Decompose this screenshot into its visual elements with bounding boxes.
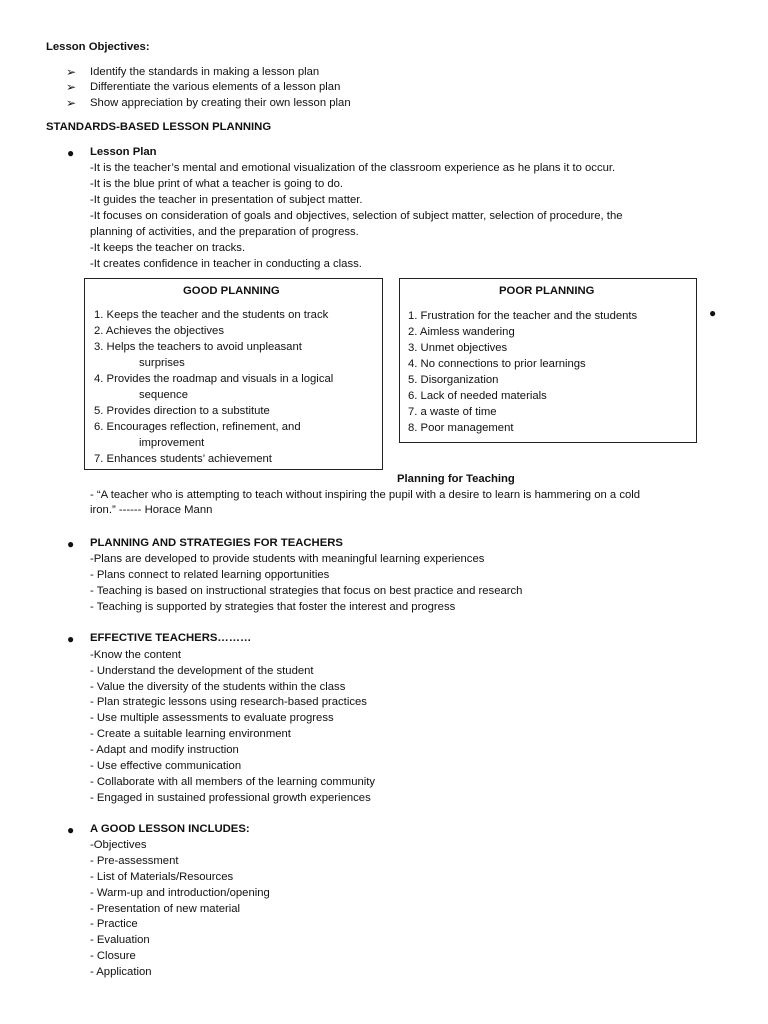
good-lesson-line: - Warm-up and introduction/opening [90, 887, 270, 899]
lesson-plan-title: Lesson Plan [90, 146, 157, 158]
good-lesson-line: - Pre-assessment [90, 855, 179, 867]
poor-planning-item: 1. Frustration for the teacher and the students [408, 310, 638, 322]
good-planning-item: 7. Enhances students’ achievement [94, 453, 272, 465]
bullet-icon: ● [67, 146, 75, 160]
effective-line: - Create a suitable learning environment [90, 728, 291, 740]
good-lesson-line: - List of Materials/Resources [90, 871, 234, 883]
strategies-line: - Teaching is supported by strategies that foster the interest and progress [90, 601, 456, 613]
poor-planning-item: 2. Aimless wandering [408, 326, 515, 338]
objective-item: Identify the standards in making a lesson plan [90, 66, 320, 78]
good-lesson-line: - Evaluation [90, 934, 150, 946]
effective-teachers-title: EFFECTIVE TEACHERS……… [90, 632, 252, 644]
quote-line: iron.” ------ Horace Mann [90, 504, 213, 516]
effective-line: - Use multiple assessments to evaluate progress [90, 712, 334, 724]
good-planning-box [84, 278, 383, 470]
good-planning-item: 6. Encourages reflection, refinement, and [94, 421, 301, 433]
effective-line: - Collaborate with all members of the learning community [90, 776, 376, 788]
good-lesson-title: A GOOD LESSON INCLUDES: [90, 823, 250, 835]
standards-heading: STANDARDS-BASED LESSON PLANNING [46, 121, 272, 133]
quote-line: - “A teacher who is attempting to teach without inspiring the pupil with a desire to learn is hammering on a cold [90, 489, 641, 501]
poor-planning-box [399, 278, 697, 443]
bullet-icon: ● [709, 306, 717, 320]
poor-planning-item: 6. Lack of needed materials [408, 390, 547, 402]
effective-line: - Plan strategic lessons using research-based practices [90, 696, 367, 708]
good-planning-item: 1. Keeps the teacher and the students on track [94, 309, 329, 321]
arrow-bullet-icon: ➢ [66, 65, 77, 79]
effective-line: - Adapt and modify instruction [90, 744, 239, 756]
objectives-heading: Lesson Objectives: [46, 41, 150, 53]
objective-item: Differentiate the various elements of a lesson plan [90, 81, 341, 93]
poor-planning-title: POOR PLANNING [499, 285, 595, 297]
strategies-line: -Plans are developed to provide students with meaningful learning experiences [90, 553, 485, 565]
good-planning-item: 3. Helps the teachers to avoid unpleasant [94, 341, 302, 353]
effective-line: - Understand the development of the student [90, 665, 314, 677]
strategies-line: - Plans connect to related learning opportunities [90, 569, 330, 581]
objective-item: Show appreciation by creating their own lesson plan [90, 97, 351, 109]
good-lesson-line: - Application [90, 966, 152, 978]
good-planning-item: 2. Achieves the objectives [94, 325, 224, 337]
poor-planning-item: 3. Unmet objectives [408, 342, 508, 354]
poor-planning-item: 7. a waste of time [408, 406, 497, 418]
poor-planning-item: 8. Poor management [408, 422, 514, 434]
strategies-title: PLANNING AND STRATEGIES FOR TEACHERS [90, 537, 343, 549]
good-lesson-line: - Practice [90, 918, 138, 930]
bullet-icon: ● [67, 823, 75, 837]
good-lesson-line: - Presentation of new material [90, 903, 241, 915]
planning-for-teaching-title: Planning for Teaching [397, 473, 515, 485]
lesson-plan-line: -It is the blue print of what a teacher is going to do. [90, 178, 344, 190]
arrow-bullet-icon: ➢ [66, 96, 77, 110]
good-planning-item: 5. Provides direction to a substitute [94, 405, 270, 417]
effective-line: - Value the diversity of the students within the class [90, 681, 346, 693]
strategies-line: - Teaching is based on instructional strategies that focus on best practice and research [90, 585, 523, 597]
effective-line: - Use effective communication [90, 760, 242, 772]
good-planning-item: sequence [139, 389, 188, 401]
bullet-icon: ● [67, 537, 75, 551]
arrow-bullet-icon: ➢ [66, 80, 77, 94]
good-lesson-line: -Objectives [90, 839, 147, 851]
good-planning-title: GOOD PLANNING [183, 285, 280, 297]
lesson-plan-line: -It guides the teacher in presentation of subject matter. [90, 194, 363, 206]
lesson-plan-line: -It keeps the teacher on tracks. [90, 242, 246, 254]
effective-line: -Know the content [90, 649, 182, 661]
good-planning-item: improvement [139, 437, 205, 449]
good-lesson-line: - Closure [90, 950, 136, 962]
lesson-plan-line: -It focuses on consideration of goals and objectives, selection of subject matter, selection of procedure, the [90, 210, 623, 222]
effective-line: - Engaged in sustained professional growth experiences [90, 792, 371, 804]
bullet-icon: ● [67, 632, 75, 646]
lesson-plan-line: planning of activities, and the preparation of progress. [90, 226, 359, 238]
good-planning-item: surprises [139, 357, 185, 369]
lesson-plan-line: -It creates confidence in teacher in conducting a class. [90, 258, 362, 270]
lesson-plan-line: -It is the teacher’s mental and emotional visualization of the classroom experience as he plans it to occur. [90, 162, 616, 174]
poor-planning-item: 5. Disorganization [408, 374, 499, 386]
good-planning-item: 4. Provides the roadmap and visuals in a logical [94, 373, 334, 385]
poor-planning-item: 4. No connections to prior learnings [408, 358, 586, 370]
